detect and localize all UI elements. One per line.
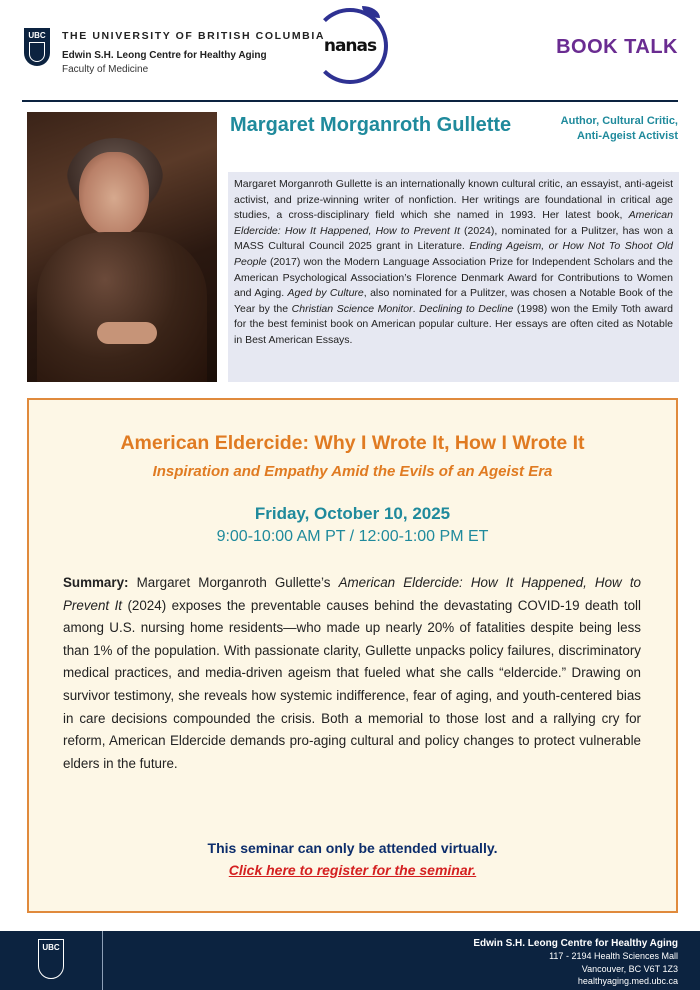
summary-segment: Margaret Morganroth Gullette’s bbox=[128, 575, 339, 590]
photo-body bbox=[37, 232, 207, 382]
bio-segment: . bbox=[412, 302, 420, 315]
ubc-logo-text: UBC bbox=[28, 31, 46, 40]
bio-segment: (1998) won the Emily Toth award for the best feminist book on American popular culture. Her essays are often cited as Notable in Best American Essays. bbox=[234, 302, 673, 346]
bio-segment: Aged by Culture bbox=[287, 287, 364, 300]
footer-website: healthyaging.med.ubc.ca bbox=[577, 976, 678, 986]
footer bbox=[0, 931, 700, 990]
summary-segment: American Eldercide: How It Happened, How to Prevent It bbox=[63, 575, 641, 613]
summary-segment: (2024) exposes the preventable causes behind the devastating COVID-19 death toll among U.S. nursing home residents—who made up nearly 20% of fatalities despite being less than 1% of the population. With passionate clarity, Gullette unpacks policy failures, discriminatory medical practices, and media-driven ageism that fueled what she calls “eldercide.” Drawing on survivor testimony, she reveals how systemic indifference, fear of aging, and youth-centered bias in care decisions compounded the crisis. Both a memorial to those lost and a rallying cry for reform, American Eldercide demands pro-aging cultural and policy changes to protect vulnerable elders in the future. bbox=[63, 597, 641, 771]
bio-segment: American Eldercide: How It Happened, How to Prevent It bbox=[234, 209, 673, 237]
summary-segment: Summary: bbox=[63, 575, 129, 590]
bio-segment: Margaret Morganroth Gullette is an internationally known cultural critic, an essayist, anti-ageist activist, and prize-winning writer of nonfiction. Her writings are foundational in critical age studies, a cross-disciplinary field which she named in 1993. Her latest book, bbox=[234, 178, 673, 222]
bio-segment: (2024), nominated for a Pulitzer, has won a MASS Cultural Council 2025 grant in Literature. bbox=[234, 224, 673, 253]
centre-name: Edwin S.H. Leong Centre for Healthy Aging bbox=[62, 50, 267, 61]
faculty-name: Faculty of Medicine bbox=[62, 64, 149, 75]
header-divider bbox=[22, 100, 678, 102]
ubc-logo bbox=[24, 28, 50, 66]
speaker-bio bbox=[228, 172, 679, 382]
header bbox=[0, 0, 700, 100]
bio-segment: (2017) won the Modern Language Association Prize for Independent Scholars and the American Psychological Association’s Florence Denmark Award for Contributions to Women and Aging. bbox=[234, 255, 673, 300]
event-date: Friday, October 10, 2025 bbox=[254, 504, 451, 523]
event-type-label: BOOK TALK bbox=[556, 36, 678, 58]
nanas-logo-text: nanas bbox=[323, 36, 377, 56]
footer-info bbox=[473, 937, 678, 988]
register-link[interactable]: Click here to register for the seminar. bbox=[228, 862, 477, 878]
speaker-role-line: Author, Cultural Critic, bbox=[560, 115, 678, 127]
bio-segment: Ending Ageism, or How Not To Shoot Old People bbox=[234, 240, 673, 268]
university-name: THE UNIVERSITY OF BRITISH COLUMBIA bbox=[62, 30, 326, 42]
event-subtitle: Inspiration and Empathy Amid the Evils of an Ageist Era bbox=[152, 463, 553, 480]
speaker-name: Margaret Morganroth Gullette bbox=[230, 114, 512, 136]
photo-hand bbox=[97, 322, 157, 344]
footer-address-line: 117 - 2194 Health Sciences Mall bbox=[549, 951, 678, 961]
speaker-role-line: Anti-Ageist Activist bbox=[576, 130, 678, 142]
virtual-note: This seminar can only be attended virtually. bbox=[207, 840, 498, 856]
ubc-shield-icon bbox=[29, 42, 45, 62]
bio-segment: , also nominated for a Pulitzer, was chosen a Notable Book of the Year by the bbox=[234, 287, 674, 315]
speaker-roles bbox=[508, 114, 678, 144]
footer-centre: Edwin S.H. Leong Centre for Healthy Aging bbox=[473, 938, 678, 949]
bio-segment: Christian Science Monitor bbox=[291, 302, 413, 315]
nanas-logo bbox=[312, 8, 388, 84]
event-box bbox=[27, 398, 678, 913]
event-time: 9:00-10:00 AM PT / 12:00-1:00 PM ET bbox=[216, 528, 489, 545]
footer-ubc-logo bbox=[38, 939, 64, 979]
event-title: American Eldercide: Why I Wrote It, How I Wrote It bbox=[120, 432, 585, 454]
photo-face bbox=[79, 152, 149, 236]
footer-divider bbox=[102, 931, 103, 990]
event-summary bbox=[63, 572, 641, 775]
footer-logo-text: UBC bbox=[42, 943, 60, 952]
footer-address-line: Vancouver, BC V6T 1Z3 bbox=[581, 963, 678, 974]
bio-segment: Declining to Decline bbox=[419, 302, 514, 315]
speaker-photo bbox=[27, 112, 217, 382]
leaf-icon bbox=[362, 6, 380, 18]
